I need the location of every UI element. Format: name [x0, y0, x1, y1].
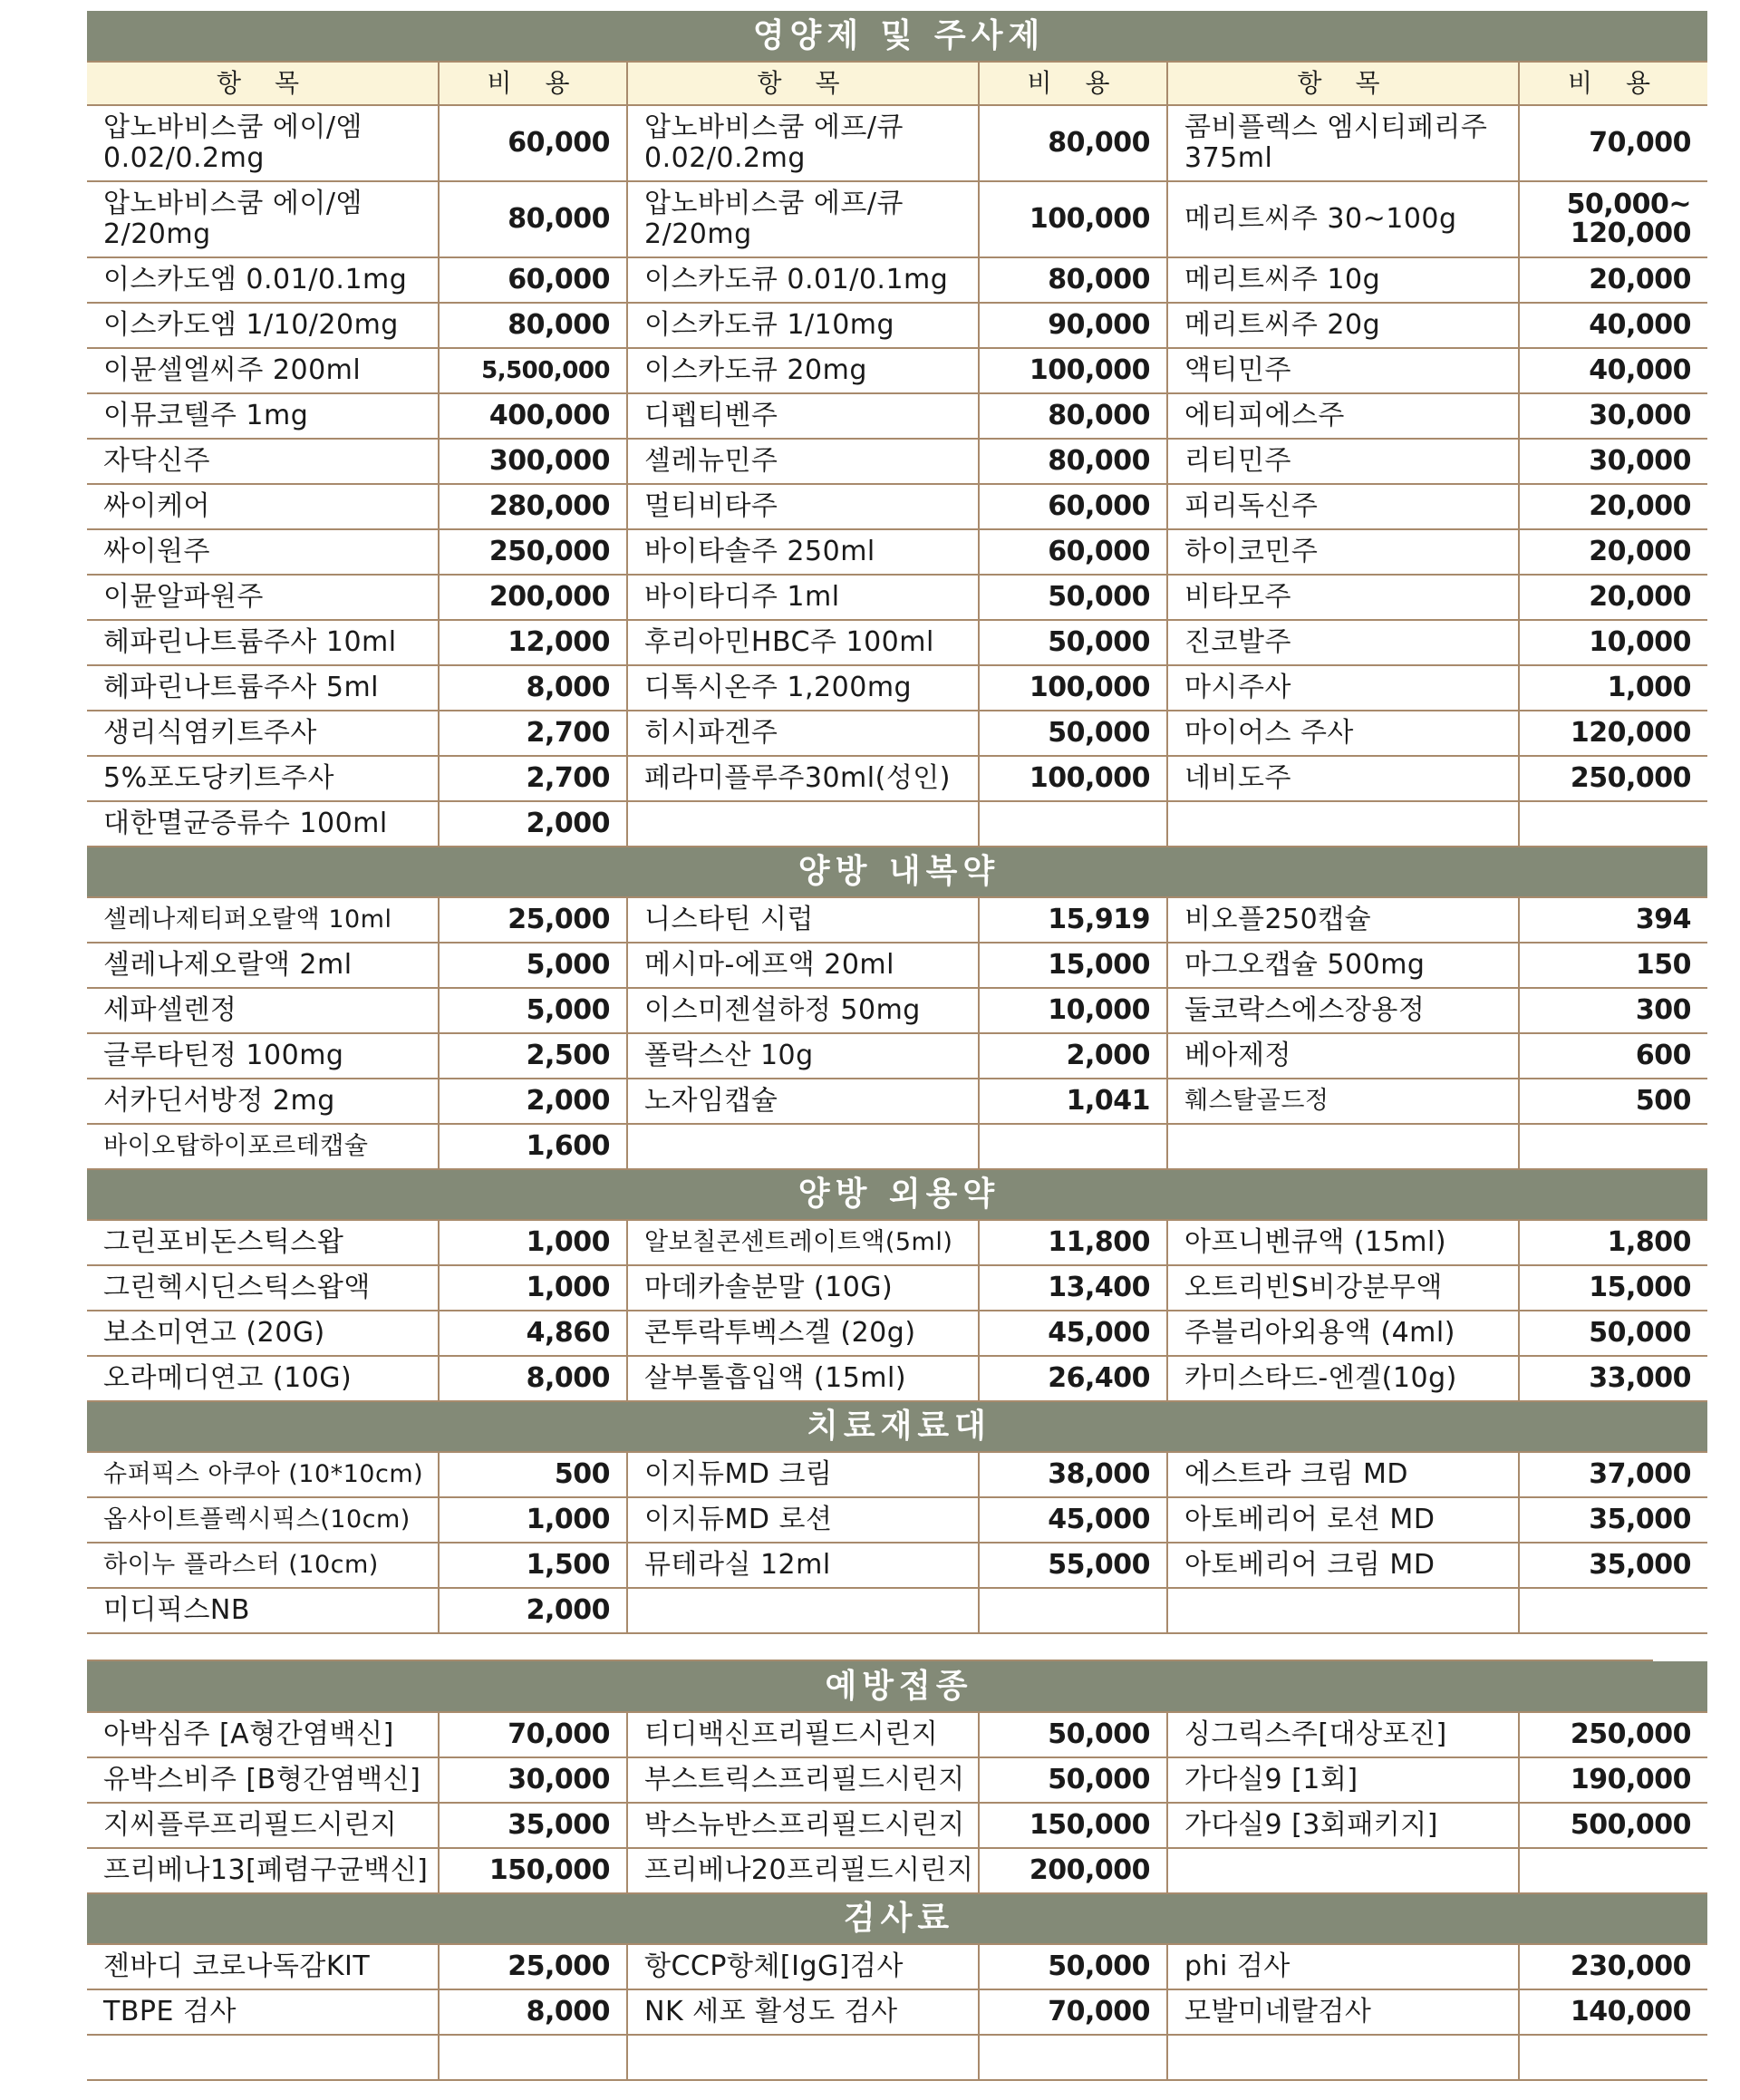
- item-price: 50,000: [1519, 1311, 1707, 1356]
- table-row: [87, 1543, 1707, 1588]
- item-name: 이스카도큐 1/10mg: [627, 303, 979, 348]
- item-price: 80,000: [979, 105, 1167, 181]
- item-name: 메리트씨주 10g: [1167, 257, 1519, 303]
- item-price: [1519, 801, 1707, 847]
- item-price: 26,400: [979, 1356, 1167, 1401]
- item-price: 80,000: [979, 257, 1167, 303]
- item-price: 70,000: [979, 1989, 1167, 2035]
- item-name: 이스카도엠 1/10/20mg: [87, 303, 439, 348]
- table-row: [87, 1712, 1707, 1757]
- item-price: 20,000: [1519, 257, 1707, 303]
- table-row: [87, 1124, 1707, 1169]
- item-name: [627, 1124, 979, 1169]
- item-price: 8,000: [439, 1989, 627, 2035]
- item-name: 글루타틴정 100mg: [87, 1033, 439, 1079]
- item-price: 10,000: [1519, 620, 1707, 665]
- item-price: 40,000: [1519, 348, 1707, 393]
- item-name: 메시마-에프액 20ml: [627, 943, 979, 988]
- item-price: 150,000: [979, 1803, 1167, 1848]
- item-name: 비오플250캡슐: [1167, 897, 1519, 943]
- item-price: 33,000: [1519, 1356, 1707, 1401]
- item-price: 200,000: [439, 575, 627, 620]
- item-name: 모발미네랄검사: [1167, 1989, 1519, 2035]
- item-price: 300: [1519, 988, 1707, 1033]
- table-row: [87, 1265, 1707, 1311]
- item-name: 압노바비스쿰 에이/엠 2/20mg: [87, 181, 439, 257]
- item-price: 500,000: [1519, 1803, 1707, 1848]
- item-price: 250,000: [439, 529, 627, 575]
- item-name: 오트리빈S비강분무액: [1167, 1265, 1519, 1311]
- table-row: [87, 105, 1707, 181]
- item-price: 500: [1519, 1079, 1707, 1124]
- item-price: 37,000: [1519, 1452, 1707, 1497]
- item-name: 하이코민주: [1167, 529, 1519, 575]
- item-name: 둘코락스에스장용정: [1167, 988, 1519, 1033]
- item-price: 200,000: [979, 1848, 1167, 1893]
- item-price: 280,000: [439, 484, 627, 529]
- table-row: [87, 257, 1707, 303]
- column-header-cost: 비 용: [1519, 62, 1707, 105]
- item-price: 60,000: [979, 529, 1167, 575]
- item-price: 1,041: [979, 1079, 1167, 1124]
- item-price: [979, 801, 1167, 847]
- item-name: 젠바디 코로나독감KIT: [87, 1944, 439, 1989]
- item-name: 네비도주: [1167, 756, 1519, 801]
- item-name: 리티민주: [1167, 439, 1519, 484]
- table-row: [87, 1497, 1707, 1543]
- item-price: 35,000: [1519, 1497, 1707, 1543]
- item-price: 20,000: [1519, 484, 1707, 529]
- item-price: 50,000: [979, 620, 1167, 665]
- item-name: 이스미젠설하정 50mg: [627, 988, 979, 1033]
- table-row: [87, 665, 1707, 711]
- item-name: 보소미연고 (20G): [87, 1311, 439, 1356]
- item-price: 394: [1519, 897, 1707, 943]
- item-name: [1167, 2035, 1519, 2080]
- item-price: 2,000: [439, 1588, 627, 1633]
- table-row: [87, 393, 1707, 439]
- item-price: 230,000: [1519, 1944, 1707, 1989]
- item-name: 5%포도당키트주사: [87, 756, 439, 801]
- column-header-row: [87, 62, 1707, 105]
- table-row: [87, 2035, 1707, 2080]
- table-row: [87, 303, 1707, 348]
- item-name: 부스트릭스프리필드시린지: [627, 1757, 979, 1803]
- item-price: 120,000: [1519, 711, 1707, 756]
- item-price: 2,700: [439, 711, 627, 756]
- item-price: [979, 1124, 1167, 1169]
- item-name: 이지듀MD 로션: [627, 1497, 979, 1543]
- item-price: 2,000: [979, 1033, 1167, 1079]
- item-name: 가다실9 [3회패키지]: [1167, 1803, 1519, 1848]
- item-price: 13,400: [979, 1265, 1167, 1311]
- item-price: 60,000: [979, 484, 1167, 529]
- item-name: 유박스비주 [B형간염백신]: [87, 1757, 439, 1803]
- item-name: 에티피에스주: [1167, 393, 1519, 439]
- item-price: 1,000: [439, 1220, 627, 1265]
- item-price: 1,000: [439, 1497, 627, 1543]
- item-name: 훼스탈골드정: [1167, 1079, 1519, 1124]
- item-name: 압노바비스쿰 에프/큐 2/20mg: [627, 181, 979, 257]
- item-price: 50,000~ 120,000: [1519, 181, 1707, 257]
- item-price: 80,000: [439, 181, 627, 257]
- item-name: 메리트씨주 30~100g: [1167, 181, 1519, 257]
- item-name: 이스카도큐 0.01/0.1mg: [627, 257, 979, 303]
- item-name: 프리베나13[폐렴구균백신]: [87, 1848, 439, 1893]
- item-price: 15,000: [1519, 1265, 1707, 1311]
- item-name: TBPE 검사: [87, 1989, 439, 2035]
- item-price: 1,500: [439, 1543, 627, 1588]
- item-price: 30,000: [439, 1757, 627, 1803]
- table-row: [87, 756, 1707, 801]
- item-price: 80,000: [439, 303, 627, 348]
- item-price: 1,000: [1519, 665, 1707, 711]
- item-name: [1167, 1124, 1519, 1169]
- item-name: 생리식염키트주사: [87, 711, 439, 756]
- item-price: 20,000: [1519, 575, 1707, 620]
- item-name: 이지듀MD 크림: [627, 1452, 979, 1497]
- item-price: [979, 1588, 1167, 1633]
- item-name: 폴락스산 10g: [627, 1033, 979, 1079]
- column-header-item: 항 목: [87, 62, 439, 105]
- item-price: 80,000: [979, 439, 1167, 484]
- item-price: 2,700: [439, 756, 627, 801]
- item-price: 1,800: [1519, 1220, 1707, 1265]
- item-name: 마시주사: [1167, 665, 1519, 711]
- table-row: [87, 1588, 1707, 1633]
- item-name: 항CCP항체[IgG]검사: [627, 1944, 979, 1989]
- item-name: 바이오탑하이포르테캡슐: [87, 1124, 439, 1169]
- table-row: [87, 1356, 1707, 1401]
- table-row: [87, 620, 1707, 665]
- item-name: 싱그릭스주[대상포진]: [1167, 1712, 1519, 1757]
- item-name: 페라미플루주30ml(성인): [627, 756, 979, 801]
- price-sheet: [87, 11, 1692, 2081]
- item-name: 옵사이트플렉시픽스(10cm): [87, 1497, 439, 1543]
- item-price: 150: [1519, 943, 1707, 988]
- table-row: [87, 897, 1707, 943]
- item-price: 35,000: [439, 1803, 627, 1848]
- item-name: 진코발주: [1167, 620, 1519, 665]
- item-price: 55,000: [979, 1543, 1167, 1588]
- item-name: 바이타디주 1ml: [627, 575, 979, 620]
- item-name: [627, 1588, 979, 1633]
- item-name: [1167, 1588, 1519, 1633]
- table-row: [87, 801, 1707, 847]
- item-price: 30,000: [1519, 439, 1707, 484]
- column-header-cost: 비 용: [979, 62, 1167, 105]
- table-row: [87, 1803, 1707, 1848]
- table-row: [87, 439, 1707, 484]
- item-name: 마데카솔분말 (10G): [627, 1265, 979, 1311]
- item-price: 15,000: [979, 943, 1167, 988]
- item-name: 아프니벤큐액 (15ml): [1167, 1220, 1519, 1265]
- item-name: 디톡시온주 1,200mg: [627, 665, 979, 711]
- item-price: 5,000: [439, 988, 627, 1033]
- price-table-vaccines-tests: [87, 1661, 1707, 2081]
- item-price: 500: [439, 1452, 627, 1497]
- item-price: 150,000: [439, 1848, 627, 1893]
- item-price: [1519, 1124, 1707, 1169]
- item-price: 600: [1519, 1033, 1707, 1079]
- section-title: 치료재료대: [87, 1401, 1707, 1452]
- item-name: NK 세포 활성도 검사: [627, 1989, 979, 2035]
- section-title: 예방접종: [87, 1661, 1707, 1712]
- item-price: 15,919: [979, 897, 1167, 943]
- item-name: 헤파린나트륨주사 10ml: [87, 620, 439, 665]
- table-row: [87, 1848, 1707, 1893]
- table-row: [87, 1033, 1707, 1079]
- item-price: [439, 2035, 627, 2080]
- item-name: 티디백신프리필드시린지: [627, 1712, 979, 1757]
- item-price: 8,000: [439, 665, 627, 711]
- item-name: 그린포비돈스틱스왑: [87, 1220, 439, 1265]
- item-name: [87, 2035, 439, 2080]
- column-header-item: 항 목: [627, 62, 979, 105]
- item-price: 35,000: [1519, 1543, 1707, 1588]
- item-price: 38,000: [979, 1452, 1167, 1497]
- item-name: [627, 801, 979, 847]
- item-price: 8,000: [439, 1356, 627, 1401]
- table-row: [87, 348, 1707, 393]
- table-row: [87, 711, 1707, 756]
- item-name: 세파셀렌정: [87, 988, 439, 1033]
- item-name: 알보칠콘센트레이트액(5ml): [627, 1220, 979, 1265]
- item-name: 멀티비타주: [627, 484, 979, 529]
- table-row: [87, 1079, 1707, 1124]
- item-name: 마그오캡슐 500mg: [1167, 943, 1519, 988]
- item-name: 피리독신주: [1167, 484, 1519, 529]
- item-price: 190,000: [1519, 1757, 1707, 1803]
- item-price: 400,000: [439, 393, 627, 439]
- item-name: 압노바비스쿰 에이/엠 0.02/0.2mg: [87, 105, 439, 181]
- item-name: 싸이케어: [87, 484, 439, 529]
- item-name: 프리베나20프리필드시린지: [627, 1848, 979, 1893]
- item-price: 10,000: [979, 988, 1167, 1033]
- price-table-main: [87, 11, 1707, 1634]
- item-price: 140,000: [1519, 1989, 1707, 2035]
- item-price: 30,000: [1519, 393, 1707, 439]
- item-name: 아토베리어 크림 MD: [1167, 1543, 1519, 1588]
- item-name: 압노바비스쿰 에프/큐 0.02/0.2mg: [627, 105, 979, 181]
- item-price: 300,000: [439, 439, 627, 484]
- item-price: 60,000: [439, 105, 627, 181]
- item-name: 셀레뉴민주: [627, 439, 979, 484]
- item-price: 90,000: [979, 303, 1167, 348]
- item-name: 비타모주: [1167, 575, 1519, 620]
- item-name: 후리아민HBC주 100ml: [627, 620, 979, 665]
- item-name: 가다실9 [1회]: [1167, 1757, 1519, 1803]
- item-price: 70,000: [439, 1712, 627, 1757]
- item-price: 100,000: [979, 665, 1167, 711]
- item-name: 자닥신주: [87, 439, 439, 484]
- item-price: 25,000: [439, 897, 627, 943]
- item-name: 오라메디연고 (10G): [87, 1356, 439, 1401]
- item-price: 20,000: [1519, 529, 1707, 575]
- table-row: [87, 181, 1707, 257]
- item-name: 미디픽스NB: [87, 1588, 439, 1633]
- item-name: 바이타솔주 250ml: [627, 529, 979, 575]
- table-row: [87, 1311, 1707, 1356]
- table-row: [87, 484, 1707, 529]
- item-name: 아토베리어 로션 MD: [1167, 1497, 1519, 1543]
- item-price: 80,000: [979, 393, 1167, 439]
- item-name: 이뮤코텔주 1mg: [87, 393, 439, 439]
- section-title: 검사료: [87, 1893, 1707, 1944]
- column-header-item: 항 목: [1167, 62, 1519, 105]
- table-row: [87, 1944, 1707, 1989]
- item-name: 셀레나제오랄액 2ml: [87, 943, 439, 988]
- item-name: 마이어스 주사: [1167, 711, 1519, 756]
- item-price: [1519, 1848, 1707, 1893]
- table-row: [87, 529, 1707, 575]
- item-price: [979, 2035, 1167, 2080]
- item-price: 70,000: [1519, 105, 1707, 181]
- item-price: 2,000: [439, 801, 627, 847]
- column-header-cost: 비 용: [439, 62, 627, 105]
- item-name: 이스카도엠 0.01/0.1mg: [87, 257, 439, 303]
- item-name: 살부톨흡입액 (15ml): [627, 1356, 979, 1401]
- item-price: 1,600: [439, 1124, 627, 1169]
- item-price: 2,500: [439, 1033, 627, 1079]
- item-name: 뮤테라실 12ml: [627, 1543, 979, 1588]
- item-name: [1167, 1848, 1519, 1893]
- item-price: [1519, 2035, 1707, 2080]
- item-name: [627, 2035, 979, 2080]
- item-price: 100,000: [979, 181, 1167, 257]
- table-row: [87, 575, 1707, 620]
- item-price: [1519, 1588, 1707, 1633]
- item-price: 5,500,000: [439, 348, 627, 393]
- item-name: 메리트씨주 20g: [1167, 303, 1519, 348]
- table-row: [87, 988, 1707, 1033]
- item-name: 셀레나제티퍼오랄액 10ml: [87, 897, 439, 943]
- table-row: [87, 1757, 1707, 1803]
- item-name: 액티민주: [1167, 348, 1519, 393]
- section-gap: [87, 1634, 1653, 1661]
- item-name: 슈퍼픽스 아쿠아 (10*10cm): [87, 1452, 439, 1497]
- item-name: 대한멸균증류수 100ml: [87, 801, 439, 847]
- item-price: 40,000: [1519, 303, 1707, 348]
- item-name: 이뮨알파원주: [87, 575, 439, 620]
- item-name: 박스뉴반스프리필드시린지: [627, 1803, 979, 1848]
- item-name: 지씨플루프리필드시린지: [87, 1803, 439, 1848]
- item-price: 11,800: [979, 1220, 1167, 1265]
- table-row: [87, 943, 1707, 988]
- table-row: [87, 1989, 1707, 2035]
- item-name: 이스카도큐 20mg: [627, 348, 979, 393]
- item-name: 베아제정: [1167, 1033, 1519, 1079]
- item-price: 12,000: [439, 620, 627, 665]
- item-name: 니스타틴 시럽: [627, 897, 979, 943]
- item-name: 서카딘서방정 2mg: [87, 1079, 439, 1124]
- item-price: 2,000: [439, 1079, 627, 1124]
- item-price: 100,000: [979, 756, 1167, 801]
- item-price: 100,000: [979, 348, 1167, 393]
- section-title: 영양제 및 주사제: [87, 11, 1707, 62]
- item-name: [1167, 801, 1519, 847]
- item-price: 50,000: [979, 1757, 1167, 1803]
- item-price: 50,000: [979, 1712, 1167, 1757]
- item-name: 콤비플렉스 엠시티페리주 375ml: [1167, 105, 1519, 181]
- item-name: 콘투락투벡스겔 (20g): [627, 1311, 979, 1356]
- item-name: 헤파린나트륨주사 5ml: [87, 665, 439, 711]
- item-price: 250,000: [1519, 1712, 1707, 1757]
- item-name: 에스트라 크림 MD: [1167, 1452, 1519, 1497]
- item-name: 주블리아외용액 (4ml): [1167, 1311, 1519, 1356]
- table-row: [87, 1220, 1707, 1265]
- table-row: [87, 1452, 1707, 1497]
- item-name: 히시파겐주: [627, 711, 979, 756]
- item-name: 노자임캡슐: [627, 1079, 979, 1124]
- item-price: 250,000: [1519, 756, 1707, 801]
- item-price: 50,000: [979, 1944, 1167, 1989]
- item-price: 1,000: [439, 1265, 627, 1311]
- item-name: phi 검사: [1167, 1944, 1519, 1989]
- item-name: 디펩티벤주: [627, 393, 979, 439]
- item-price: 50,000: [979, 575, 1167, 620]
- item-name: 아박심주 [A형간염백신]: [87, 1712, 439, 1757]
- item-name: 그린헥시딘스틱스왑액: [87, 1265, 439, 1311]
- item-price: 60,000: [439, 257, 627, 303]
- item-name: 이뮨셀엘씨주 200ml: [87, 348, 439, 393]
- item-price: 4,860: [439, 1311, 627, 1356]
- item-name: 카미스타드-엔겔(10g): [1167, 1356, 1519, 1401]
- item-price: 45,000: [979, 1311, 1167, 1356]
- item-price: 50,000: [979, 711, 1167, 756]
- item-price: 25,000: [439, 1944, 627, 1989]
- section-title: 양방 내복약: [87, 847, 1707, 897]
- item-name: 하이누 플라스터 (10cm): [87, 1543, 439, 1588]
- section-title: 양방 외용약: [87, 1169, 1707, 1220]
- item-name: 싸이원주: [87, 529, 439, 575]
- item-price: 45,000: [979, 1497, 1167, 1543]
- item-price: 5,000: [439, 943, 627, 988]
